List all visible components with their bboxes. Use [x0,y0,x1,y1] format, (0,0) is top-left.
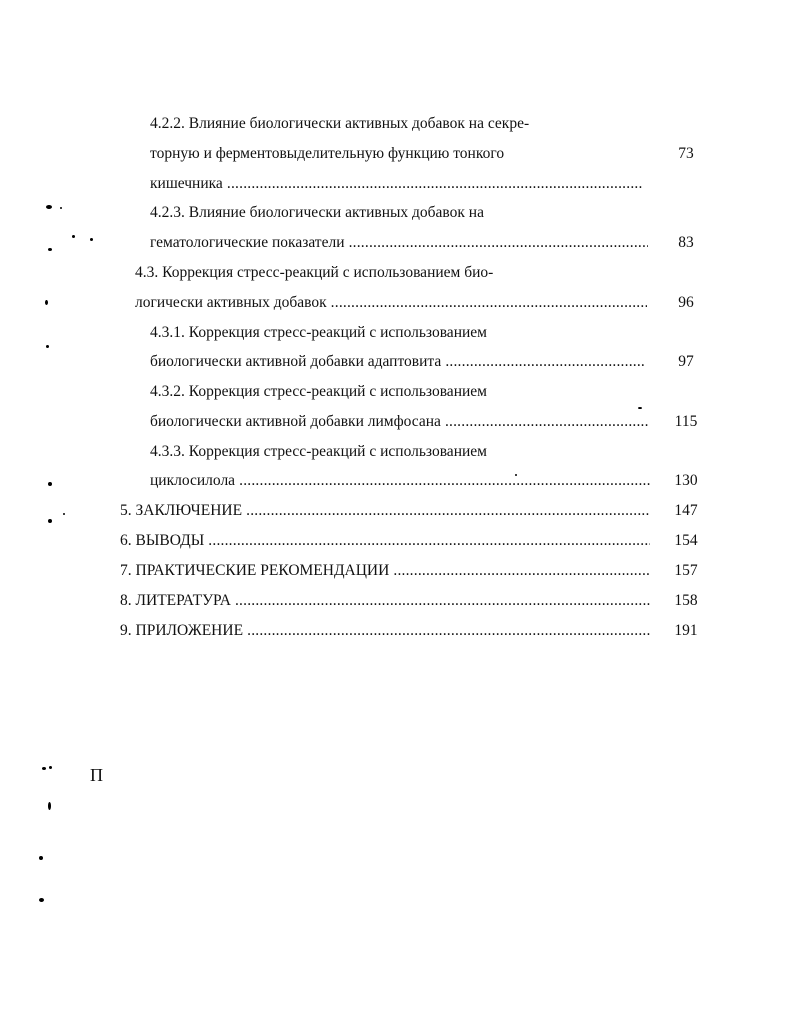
toc-entry-conclusion: 5. ЗАКЛЮЧЕНИЕ ..... [120,501,650,521]
scan-speck [48,248,52,251]
toc-entry-conclusion-page: 147 [674,502,698,519]
scan-speck [48,482,52,486]
toc-entry-appendix-page: 191 [674,622,698,639]
scan-speck [515,474,517,476]
scan-speck [638,407,642,409]
scan-speck [49,766,52,769]
toc-entry-recommendations: 7. ПРАКТИЧЕСКИЕ РЕКОМЕНДАЦИИ ..... [120,561,650,581]
scan-speck [39,898,44,902]
scan-speck [60,207,62,209]
toc-entry-recommendations-page: 157 [674,562,698,579]
scan-speck [39,856,43,860]
toc-entry-4-3-2-line1: 4.3.2. Коррекция стресс-реакций с использованием [150,383,487,400]
toc-entry-4-3-2-page: 115 [674,413,698,430]
stray-scan-glyph: П [90,765,103,785]
toc-entry-literature: 8. ЛИТЕРАТУРА ..... [120,591,650,611]
toc-entry-4-2-2-line3: кишечника ..... [150,174,642,194]
toc-entry-4-2-3-line2: гематологические показатели ..... [150,233,648,253]
toc-entry-4-3-page: 96 [678,294,694,311]
scan-speck [42,767,46,770]
toc-entry-4-3-3-page: 130 [674,472,698,489]
toc-entry-findings-page: 154 [674,532,698,549]
scan-speck [48,802,51,810]
toc-entry-4-3-line2: логически активных добавок ..... [135,293,647,313]
toc-entry-4-3-1-line2: биологически активной добавки адаптовита ..... [150,352,646,372]
toc-entry-4-2-3-page: 83 [678,234,694,251]
scan-speck [63,513,65,515]
scan-speck [72,235,75,238]
scan-speck [46,205,52,209]
toc-entry-findings: 6. ВЫВОДЫ ..... [120,531,650,551]
toc-entry-4-3-1-line1: 4.3.1. Коррекция стресс-реакций с использованием [150,324,487,341]
toc-entry-4-3-3-line1: 4.3.3. Коррекция стресс-реакций с использованием [150,443,487,460]
toc-entry-4-3-line1: 4.3. Коррекция стресс-реакций с использованием био- [135,264,494,281]
toc-entry-4-2-2-line2: торную и ферментовыделительную функцию тонкого [150,145,505,162]
scan-speck [46,345,49,348]
scan-speck [45,300,48,305]
toc-entry-literature-page: 158 [674,592,698,609]
toc-entry-4-2-3-line1: 4.2.3. Влияние биологически активных добавок на [150,204,484,221]
scan-speck [48,519,52,523]
toc-entry-4-2-2-page: 73 [678,145,694,162]
toc-entry-4-3-2-line2: биологически активной добавки лимфосана ..... [150,412,648,432]
toc-entry-appendix: 9. ПРИЛОЖЕНИЕ ..... [120,621,650,641]
toc-entry-4-2-2-line1: 4.2.2. Влияние биологически активных добавок на секре- [150,115,530,132]
toc-entry-4-3-3-line2: циклосилола ..... [150,471,650,491]
toc-entry-4-3-1-page: 97 [678,353,694,370]
scan-speck [90,238,93,241]
